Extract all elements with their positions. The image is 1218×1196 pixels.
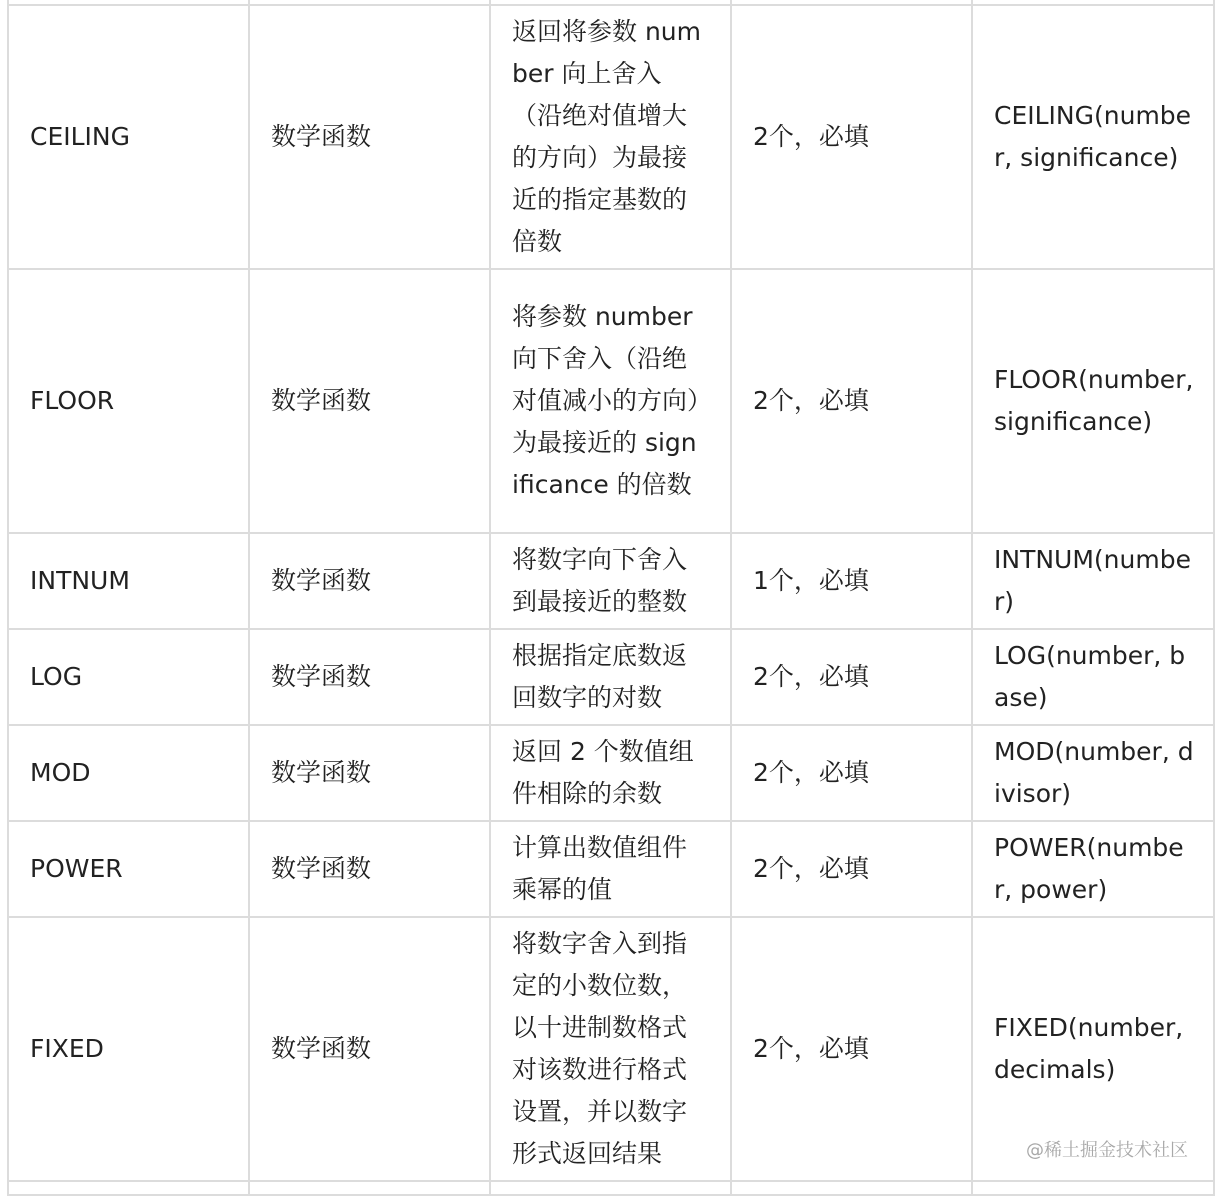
function-name-cell: LOG — [8, 629, 249, 725]
table-row — [8, 629, 1214, 725]
function-description-cell: 将数字舍入到指定的小数位数，以十进制数格式对该数进行格式设置，并以数字形式返回结果 — [490, 917, 731, 1181]
function-name-cell: FIXED — [8, 917, 249, 1181]
table-row — [8, 269, 1214, 533]
function-syntax-cell: FIXED(number, decimals) — [972, 917, 1214, 1181]
table-row — [8, 5, 1214, 269]
watermark: @稀土掘金技术社区 — [1026, 1140, 1188, 1161]
function-name-cell: MOD — [8, 725, 249, 821]
table-cell — [249, 1181, 490, 1195]
function-params-cell: 2个，必填 — [731, 269, 972, 533]
table-cell — [490, 1181, 731, 1195]
function-description-cell: 将数字向下舍入到最接近的整数 — [490, 533, 731, 629]
table-row — [8, 533, 1214, 629]
function-params-cell: 2个，必填 — [731, 725, 972, 821]
function-name-cell: CEILING — [8, 5, 249, 269]
function-category-cell: 数学函数 — [249, 725, 490, 821]
function-description-cell: 返回将参数 number 向上舍入（沿绝对值增大的方向）为最接近的指定基数的倍数 — [490, 5, 731, 269]
function-category-cell: 数学函数 — [249, 269, 490, 533]
function-syntax-cell: FLOOR(number, significance) — [972, 269, 1214, 533]
function-syntax-cell: LOG(number, base) — [972, 629, 1214, 725]
table-row — [8, 821, 1214, 917]
function-params-cell: 2个，必填 — [731, 629, 972, 725]
function-name-cell: FLOOR — [8, 269, 249, 533]
function-syntax-cell: CEILING(number, significance) — [972, 5, 1214, 269]
function-description-cell: 根据指定底数返回数字的对数 — [490, 629, 731, 725]
function-syntax-cell: POWER(number, power) — [972, 821, 1214, 917]
function-params-cell: 2个，必填 — [731, 917, 972, 1181]
function-name-cell: POWER — [8, 821, 249, 917]
table-row — [8, 725, 1214, 821]
function-description-cell: 返回 2 个数值组件相除的余数 — [490, 725, 731, 821]
function-category-cell: 数学函数 — [249, 629, 490, 725]
function-syntax-cell: MOD(number, divisor) — [972, 725, 1214, 821]
function-description-cell: 计算出数值组件乘幂的值 — [490, 821, 731, 917]
function-category-cell: 数学函数 — [249, 5, 490, 269]
function-params-cell: 2个，必填 — [731, 821, 972, 917]
function-category-cell: 数学函数 — [249, 533, 490, 629]
table-cell — [972, 1181, 1214, 1195]
function-params-cell: 2个，必填 — [731, 5, 972, 269]
function-category-cell: 数学函数 — [249, 917, 490, 1181]
function-name-cell: INTNUM — [8, 533, 249, 629]
function-description-cell: 将参数 number 向下舍入（沿绝对值减小的方向）为最接近的 significance 的倍数 — [490, 269, 731, 533]
function-syntax-cell: INTNUM(number) — [972, 533, 1214, 629]
function-category-cell: 数学函数 — [249, 821, 490, 917]
table-cell — [731, 1181, 972, 1195]
table-cell — [8, 1181, 249, 1195]
function-params-cell: 1个，必填 — [731, 533, 972, 629]
table-row-partial-bottom — [8, 1181, 1214, 1195]
function-table — [7, 0, 1215, 1196]
